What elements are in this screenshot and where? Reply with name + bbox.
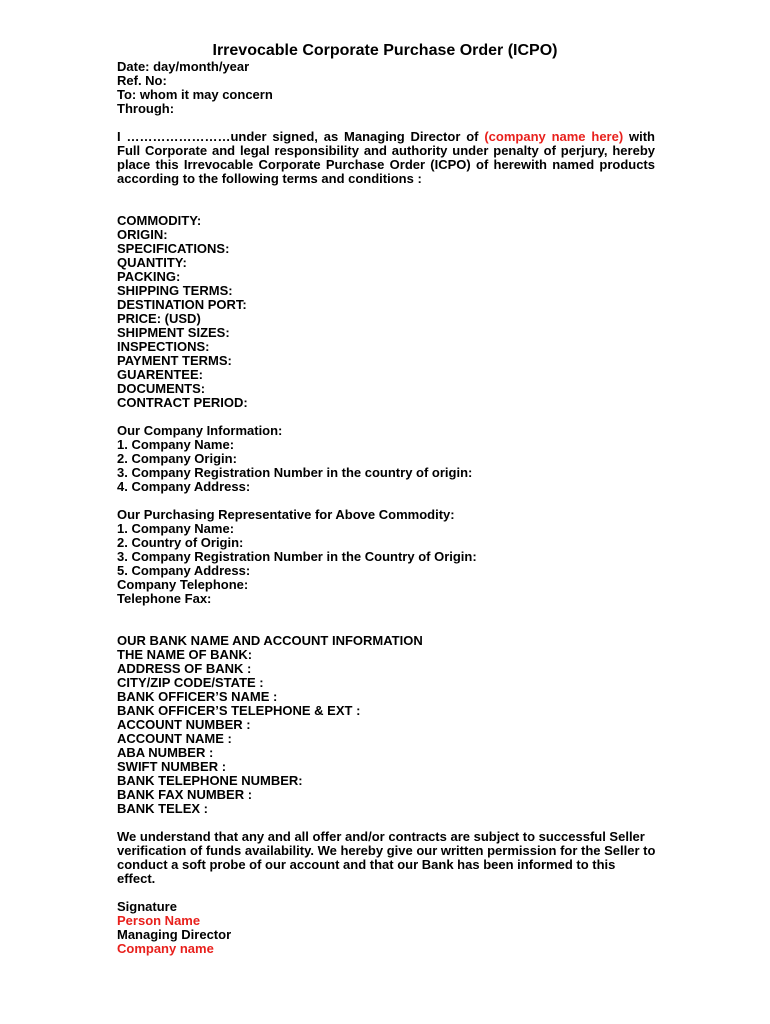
company-info-item: 4. Company Address: — [117, 479, 251, 494]
signature-block — [117, 900, 655, 956]
term-quantity: QUANTITY: — [117, 255, 187, 270]
term-guarantee: GUARENTEE: — [117, 367, 203, 382]
bank-field: BANK OFFICER’S NAME : — [117, 689, 278, 704]
term-origin: ORIGIN: — [117, 227, 168, 242]
terms-list — [117, 214, 655, 410]
term-commodity: COMMODITY: — [117, 213, 202, 228]
ref-no-line: Ref. No: — [117, 73, 167, 88]
representative-item: Telephone Fax: — [117, 591, 212, 606]
intro-paragraph — [117, 130, 655, 186]
representative-item: 3. Company Registration Number in the Country of Origin: — [117, 549, 477, 564]
representative-item: 2. Country of Origin: — [117, 535, 244, 550]
intro-text-start: I ……………………under signed, as Managing Director of — [117, 129, 485, 144]
bank-info-block — [117, 634, 655, 816]
bank-field: BANK TELEX : — [117, 801, 208, 816]
company-info-block — [117, 424, 655, 494]
bank-field: ADDRESS OF BANK : — [117, 661, 252, 676]
term-contract-period: CONTRACT PERIOD: — [117, 395, 248, 410]
representative-block — [117, 508, 655, 606]
document-body — [117, 60, 655, 956]
person-name-placeholder: Person Name — [117, 913, 201, 928]
through-line: Through: — [117, 101, 175, 116]
term-price: PRICE: (USD) — [117, 311, 201, 326]
term-inspections: INSPECTIONS: — [117, 339, 210, 354]
document-title: Irrevocable Corporate Purchase Order (ICPO) — [212, 42, 558, 59]
signatory-role: Managing Director — [117, 927, 232, 942]
closing-line: verification of funds availability. We hereby give our written permission for the Seller to — [117, 843, 656, 858]
company-name-signature-placeholder: Company name — [117, 941, 214, 956]
term-destination-port: DESTINATION PORT: — [117, 297, 247, 312]
intro-text-end: with Full Corporate and legal responsibility and authority under penalty of perjury, hereby place this Irrevocable Corporate Purchase Order (ICPO) of herewith named products according to the following terms and conditions : — [117, 129, 656, 186]
closing-line: We understand that any and all offer and/or contracts are subject to successful Seller — [117, 829, 645, 844]
bank-field: THE NAME OF BANK: — [117, 647, 253, 662]
company-name-placeholder: (company name here) — [484, 129, 624, 144]
term-specifications: SPECIFICATIONS: — [117, 241, 230, 256]
bank-info-heading: OUR BANK NAME AND ACCOUNT INFORMATION — [117, 633, 423, 648]
bank-field: CITY/ZIP CODE/STATE : — [117, 675, 264, 690]
closing-line: conduct a soft probe of our account and that our Bank has been informed to this — [117, 857, 616, 872]
bank-field: BANK FAX NUMBER : — [117, 787, 253, 802]
bank-field: ACCOUNT NUMBER : — [117, 717, 251, 732]
company-info-item: 1. Company Name: — [117, 437, 235, 452]
closing-line: effect. — [117, 871, 156, 886]
bank-field: BANK OFFICER’S TELEPHONE & EXT : — [117, 703, 361, 718]
header-block — [117, 60, 655, 116]
term-shipment-sizes: SHIPMENT SIZES: — [117, 325, 230, 340]
closing-paragraph — [117, 830, 655, 886]
company-info-item: 3. Company Registration Number in the country of origin: — [117, 465, 473, 480]
bank-field: ABA NUMBER : — [117, 745, 214, 760]
recipient-line: To: whom it may concern — [117, 87, 273, 102]
term-shipping-terms: SHIPPING TERMS: — [117, 283, 233, 298]
bank-field: SWIFT NUMBER : — [117, 759, 227, 774]
company-info-heading: Our Company Information: — [117, 423, 283, 438]
bank-field: BANK TELEPHONE NUMBER: — [117, 773, 303, 788]
bank-field: ACCOUNT NAME : — [117, 731, 232, 746]
company-info-item: 2. Company Origin: — [117, 451, 237, 466]
representative-item: 1. Company Name: — [117, 521, 235, 536]
representative-item: 5. Company Address: — [117, 563, 251, 578]
term-packing: PACKING: — [117, 269, 181, 284]
date-line: Date: day/month/year — [117, 59, 250, 74]
representative-heading: Our Purchasing Representative for Above Commodity: — [117, 507, 455, 522]
representative-item: Company Telephone: — [117, 577, 249, 592]
term-documents: DOCUMENTS: — [117, 381, 206, 396]
term-payment-terms: PAYMENT TERMS: — [117, 353, 232, 368]
signature-label: Signature — [117, 899, 177, 914]
